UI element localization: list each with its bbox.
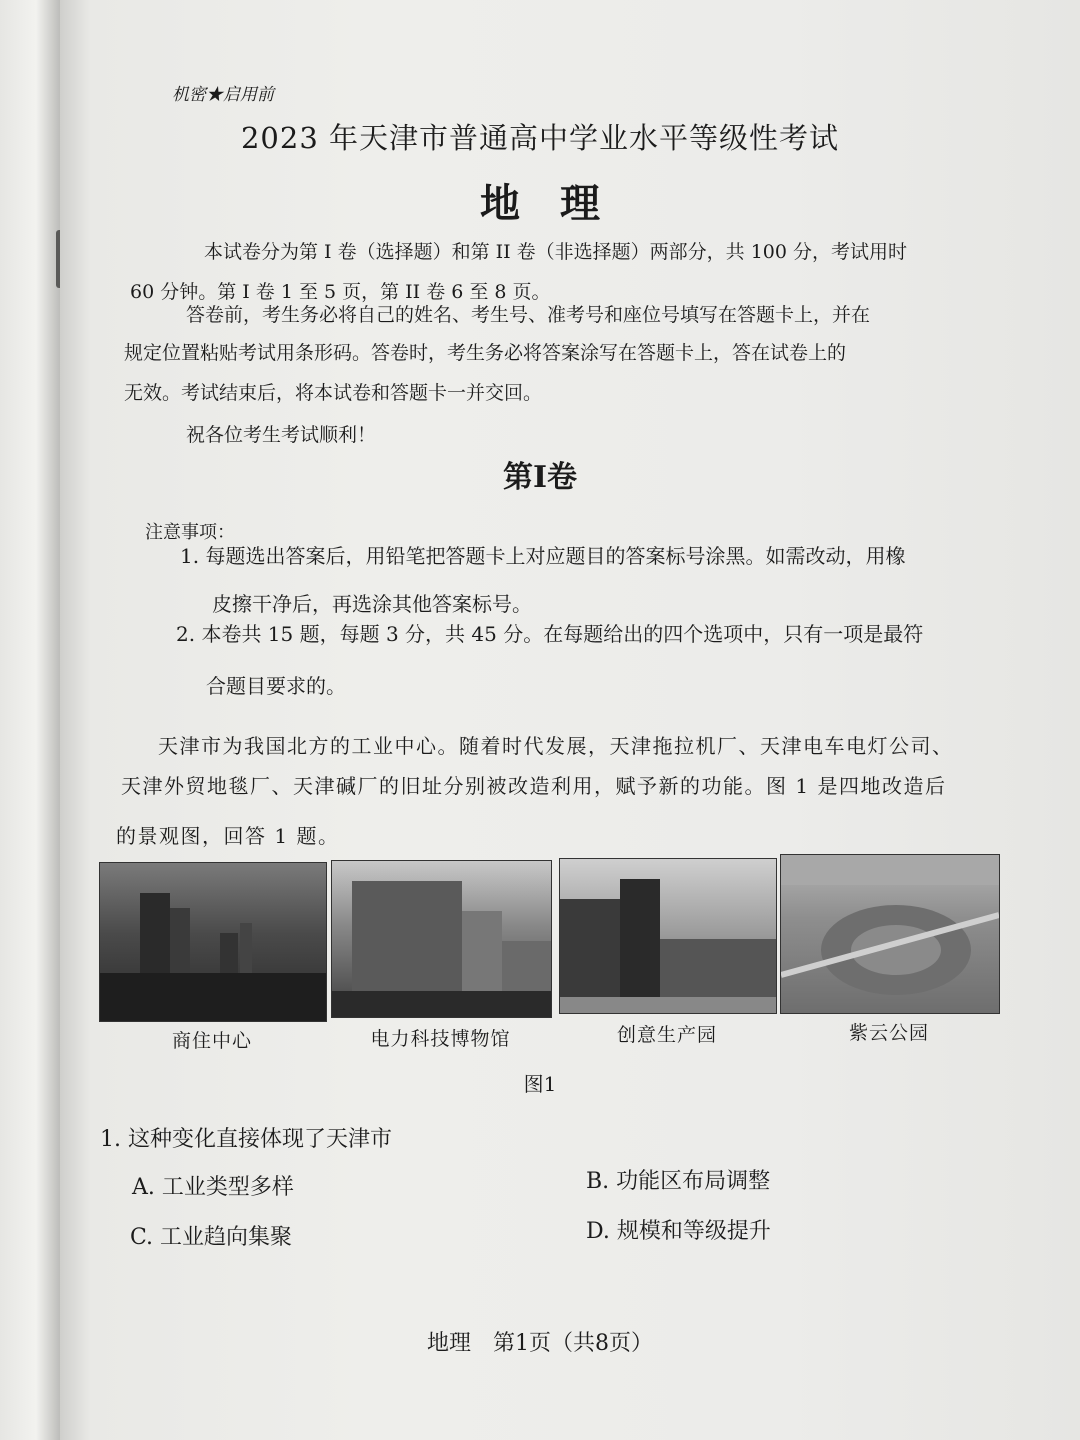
question-stem-line: 的景观图，回答 1 题。 — [116, 824, 340, 848]
notice-item-2-cont: 合题目要求的。 — [206, 674, 346, 698]
figure-caption: 创意生产园 — [616, 1024, 717, 1046]
notice-item-1-cont: 皮擦干净后，再选涂其他答案标号。 — [212, 592, 532, 616]
option-a: A. 工业类型多样 — [132, 1175, 294, 1200]
option-b: B. 功能区布局调整 — [586, 1169, 771, 1194]
good-luck-line: 祝各位考生考试顺利！ — [186, 424, 377, 446]
secret-mark: 机密★启用前 — [172, 85, 274, 105]
notice-item-1: 1. 每题选出答案后，用铅笔把答题卡上对应题目的答案标号涂黑。如需改动，用橡 — [180, 544, 906, 568]
option-d: D. 规模和等级提升 — [586, 1219, 771, 1244]
figure-caption: 电力科技博物馆 — [370, 1028, 511, 1050]
instruction-line: 本试卷分为第 I 卷（选择题）和第 II 卷（非选择题）两部分，共 100 分，考试用时 — [204, 241, 908, 263]
question-1: 1. 这种变化直接体现了天津市 — [100, 1127, 392, 1152]
instruction-line: 规定位置粘贴考试用条形码。答卷时，考生务必将答案涂写在答题卡上，答在试卷上的 — [124, 342, 847, 364]
photo-commercial-residential-center — [99, 862, 327, 1022]
exam-title: 2023 年天津市普通高中学业水平等级性考试 — [240, 121, 840, 155]
notice-item-2: 2. 本卷共 15 题，每题 3 分，共 45 分。在每题给出的四个选项中，只有一项是最符 — [176, 622, 924, 646]
photo-ziyun-park — [780, 854, 1000, 1014]
figure-label: 图1 — [523, 1072, 557, 1096]
instruction-line: 60 分钟。第 I 卷 1 至 5 页，第 II 卷 6 至 8 页。 — [130, 281, 551, 303]
question-stem-line: 天津外贸地毯厂、天津碱厂的旧址分别被改造利用，赋予新的功能。图 1 是四地改造后 — [121, 774, 947, 798]
subject-title: 地理 — [480, 180, 640, 227]
photo-electric-museum — [331, 860, 552, 1018]
figure-caption: 商住中心 — [171, 1030, 252, 1052]
notice-title: 注意事项： — [145, 522, 235, 543]
option-c: C. 工业趋向集聚 — [130, 1225, 293, 1250]
figure-caption: 紫云公园 — [848, 1022, 929, 1044]
instruction-line: 答卷前，考生务必将自己的姓名、考生号、准考号和座位号填写在答题卡上，并在 — [186, 304, 871, 326]
photo-creative-park — [559, 858, 777, 1014]
volume-title: 第I卷 — [502, 460, 578, 495]
page-footer: 地理 第1页（共8页） — [427, 1331, 653, 1356]
instruction-line: 无效。考试结束后，将本试卷和答题卡一并交回。 — [124, 382, 543, 404]
question-stem-line: 天津市为我国北方的工业中心。随着时代发展，天津拖拉机厂、天津电车电灯公司、 — [158, 734, 954, 758]
